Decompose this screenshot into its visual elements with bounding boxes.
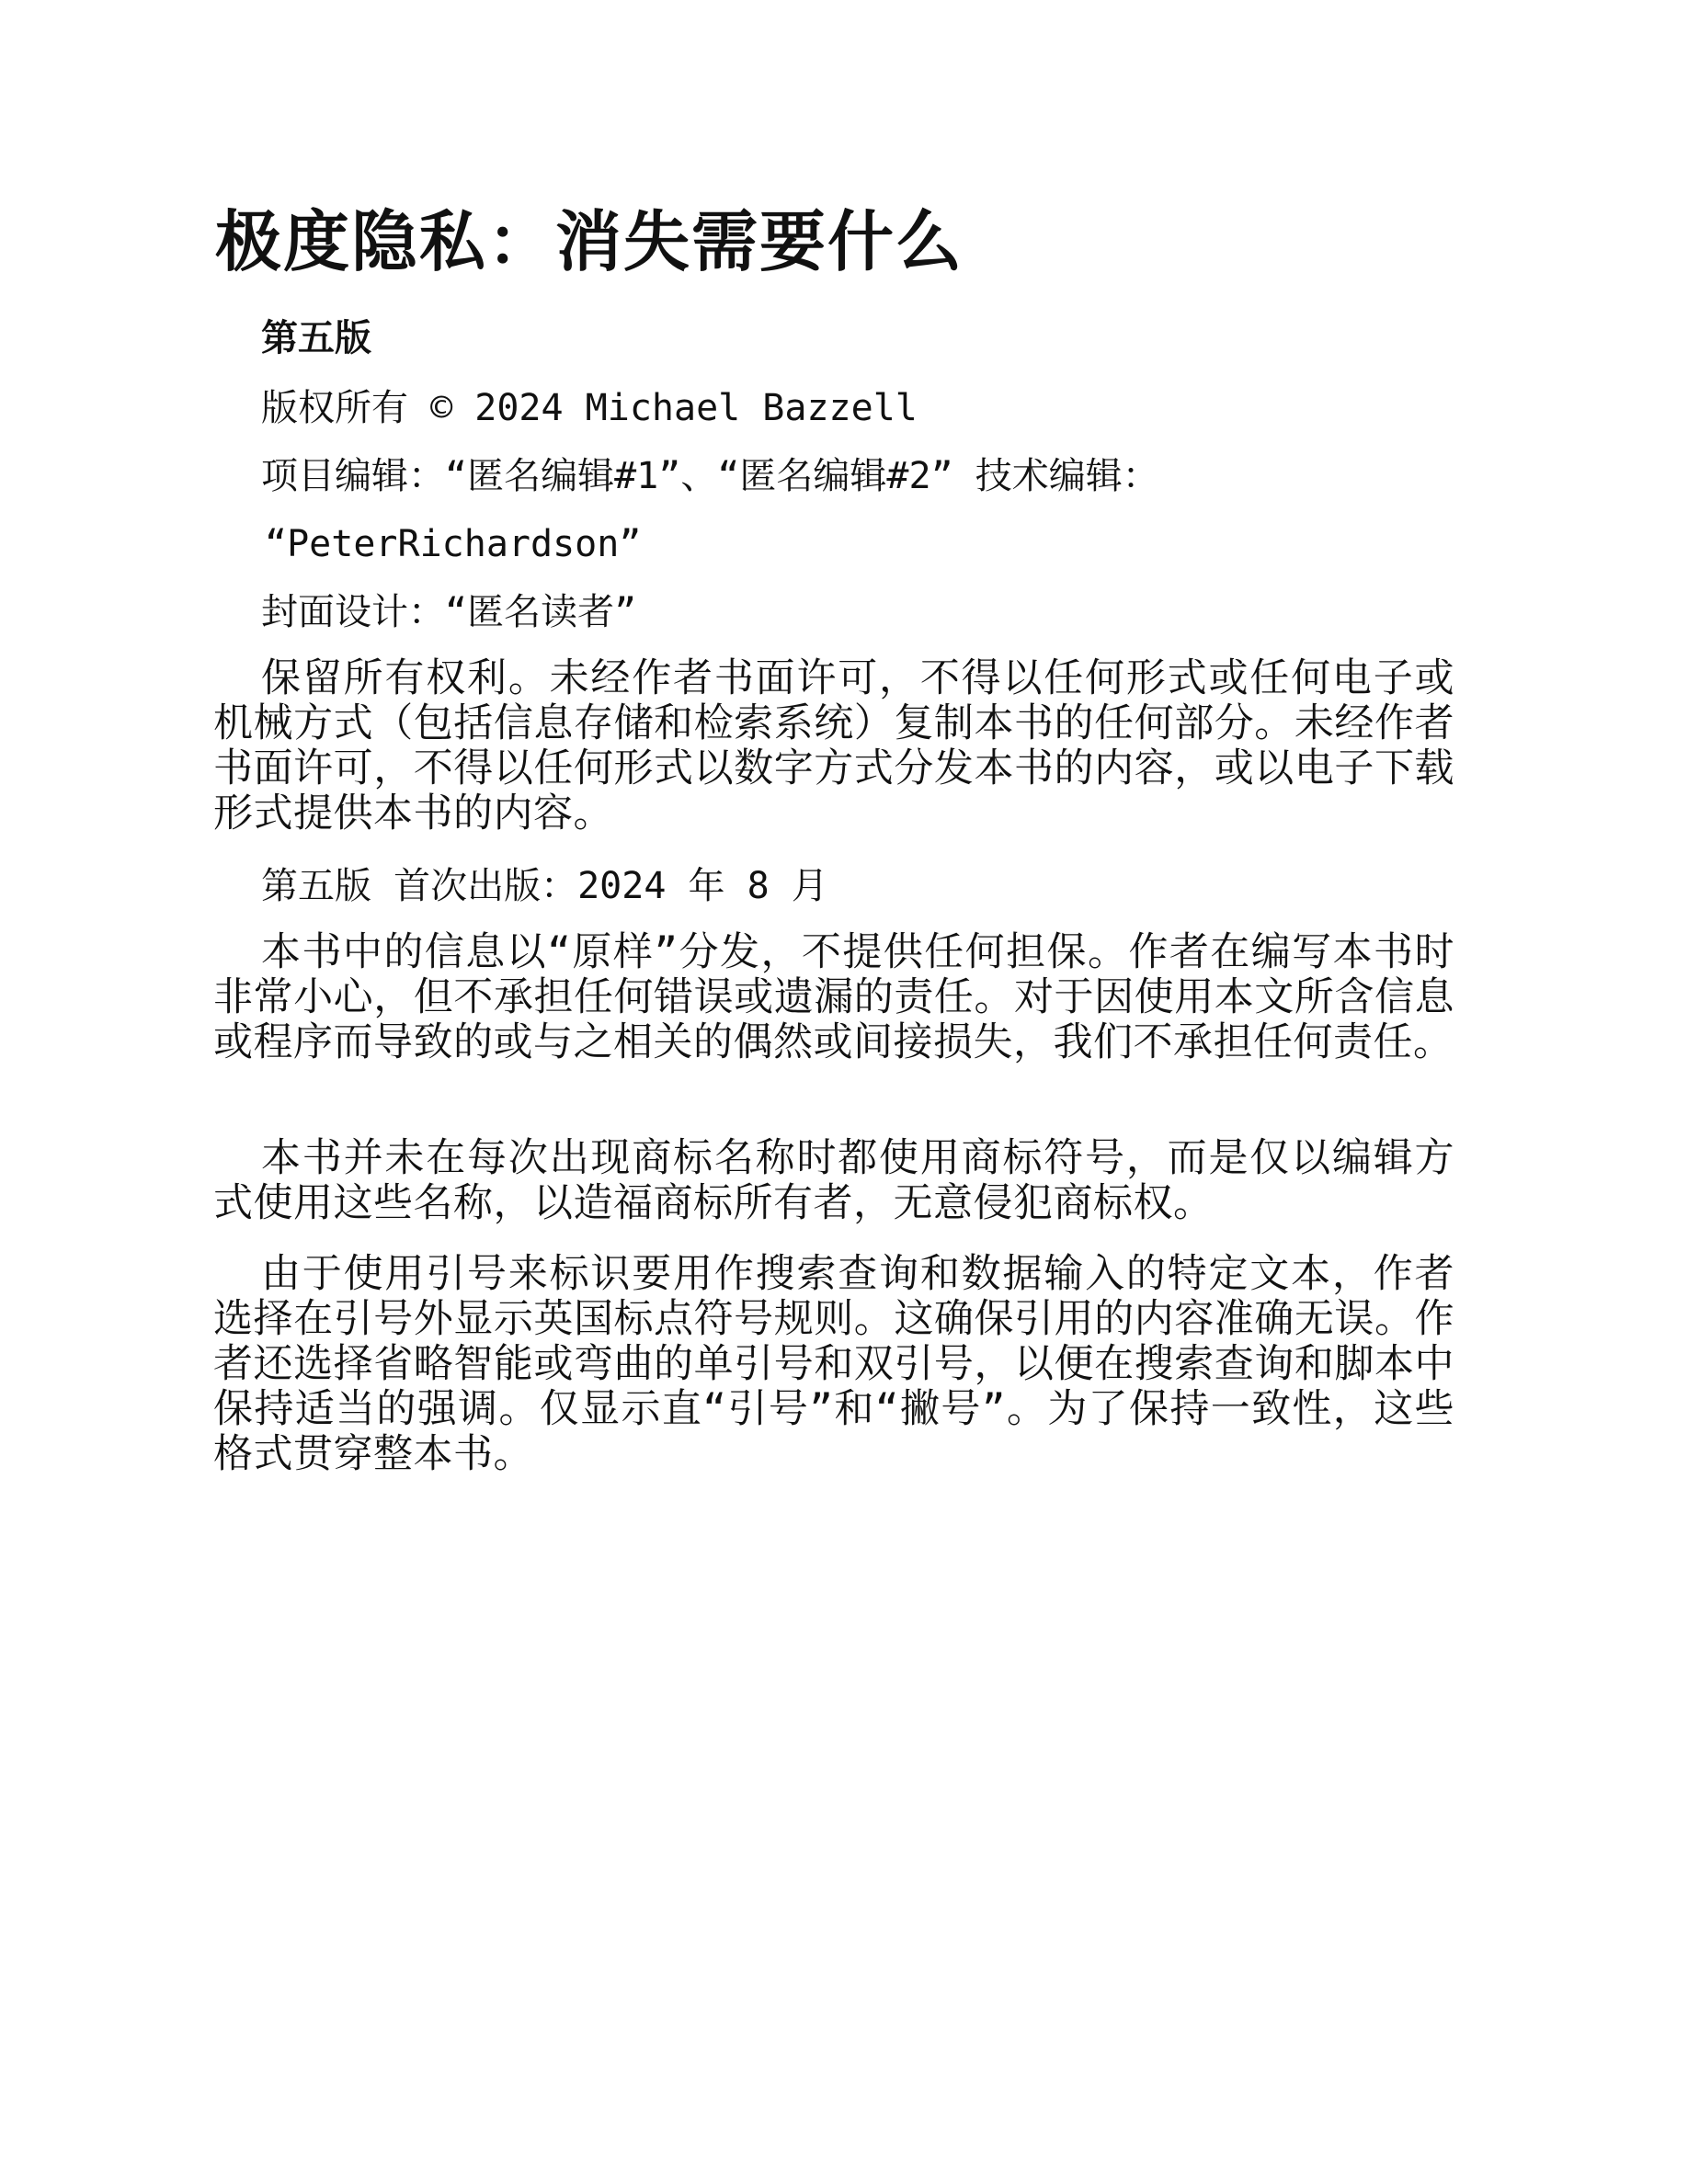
trademark-paragraph: 本书并未在每次出现商标名称时都使用商标符号，而是仅以编辑方式使用这些名称，以造福商标所有者，无意侵犯商标权。: [213, 1135, 1454, 1226]
rights-paragraph: 保留所有权利。未经作者书面许可，不得以任何形式或任何电子或机械方式（包括信息存储和检索系统）复制本书的任何部分。未经作者书面许可，不得以任何形式以数字方式分发本书的内容，或以电子下载形式提供本书的内容。: [213, 655, 1454, 836]
quotes-paragraph: 由于使用引号来标识要用作搜索查询和数据输入的特定文本，作者选择在引号外显示英国标点符号规则。这确保引用的内容准确无误。作者还选择省略智能或弯曲的单引号和双引号，以便在搜索查询和脚本中保持适当的强调。仅显示直“引号”和“撇号”。为了保持一致性，这些格式贯穿整本书。: [213, 1251, 1454, 1477]
editors-line: 项目编辑：“匿名编辑#1”、“匿名编辑#2” 技术编辑：: [261, 455, 1159, 497]
first-published-line: 第五版 首次出版：2024 年 8 月: [261, 865, 828, 907]
edition-heading: 第五版: [261, 317, 371, 359]
copyright-line: 版权所有 © 2024 Michael Bazzell: [261, 387, 918, 429]
tech-editor-line: “PeterRichardson”: [265, 523, 642, 565]
book-title: 极度隐私：消失需要什么: [215, 202, 964, 280]
cover-design-line: 封面设计：“匿名读者”: [261, 591, 637, 633]
disclaimer-paragraph: 本书中的信息以“原样”分发，不提供任何担保。作者在编写本书时非常小心，但不承担任何错误或遗漏的责任。对于因使用本文所含信息或程序而导致的或与之相关的偶然或间接损失，我们不承担任何责任。: [213, 929, 1454, 1065]
